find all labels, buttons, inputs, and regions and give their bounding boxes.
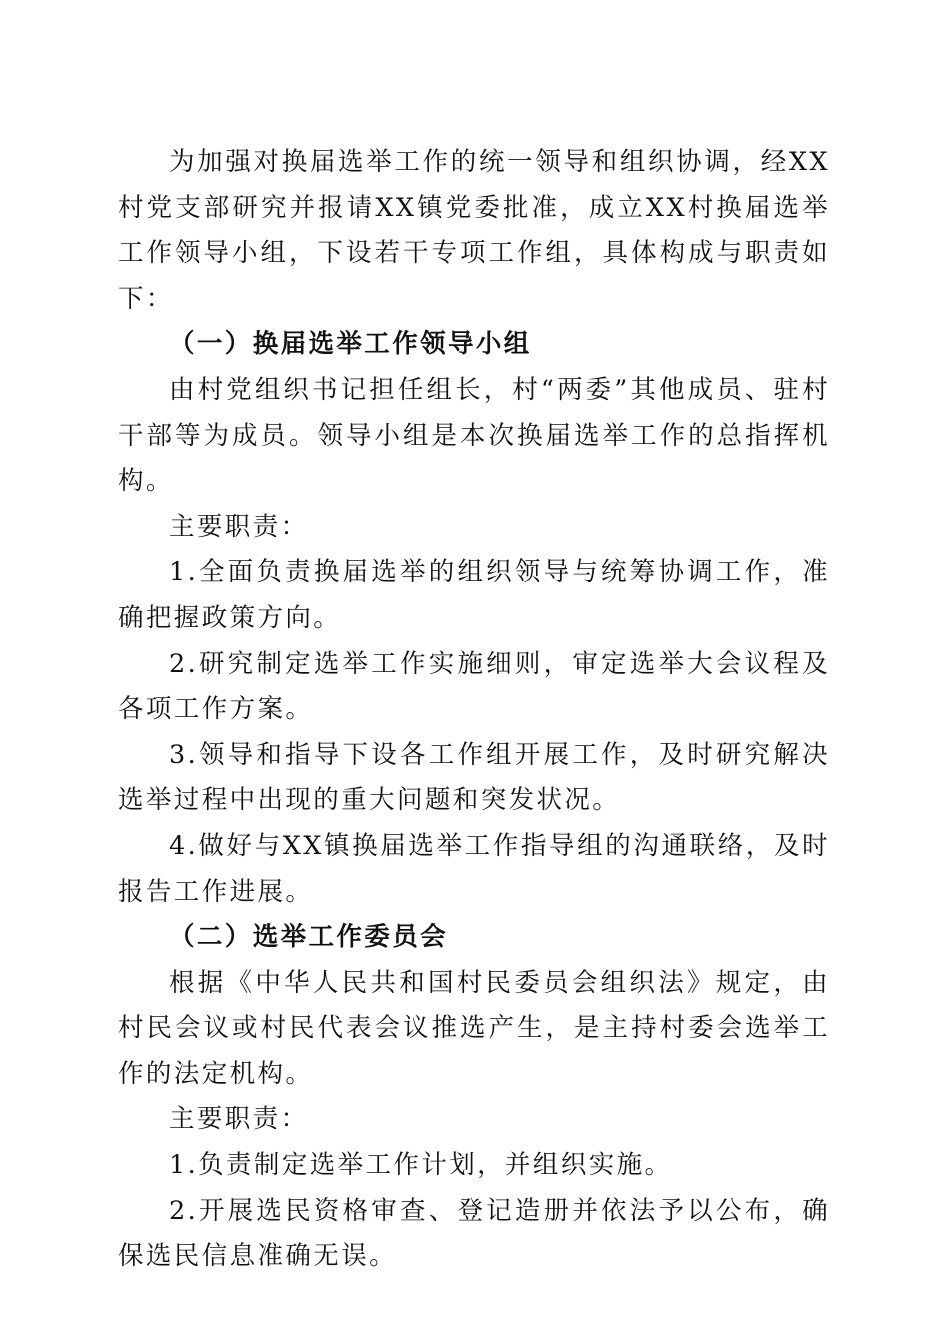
document-page	[118, 140, 830, 1280]
section-2-duties-label: 主要职责：	[169, 1104, 309, 1135]
section-1-duties-label: 主要职责：	[169, 511, 309, 542]
section-1-duty-4: 4.做好与XX镇换届选举工作指导组的沟通联络，及时报告工作进展。	[118, 830, 830, 907]
section-1-heading: （一）换届选举工作领导小组	[169, 329, 532, 360]
section-1-description: 由村党组织书记担任组长，村“两委”其他成员、驻村干部等为成员。领导小组是本次换届选举工作的总指挥机构。	[118, 374, 830, 497]
section-1-duty-2: 2.研究制定选举工作实施细则，审定选举大会议程及各项工作方案。	[118, 648, 830, 725]
section-1-duty-3: 3.领导和指导下设各工作组开展工作，及时研究解决选举过程中出现的重大问题和突发状况。	[118, 739, 830, 816]
section-2-description: 根据《中华人民共和国村民委员会组织法》规定，由村民会议或村民代表会议推选产生，是主持村委会选举工作的法定机构。	[118, 967, 830, 1089]
section-1-duty-1: 1.全面负责换届选举的组织领导与统筹协调工作，准确把握政策方向。	[118, 557, 830, 633]
intro-paragraph: 为加强对换届选举工作的统一领导和组织协调，经XX村党支部研究并报请XX镇党委批准，成立XX村换届选举工作领导小组，下设若干专项工作组，具体构成与职责如下：	[118, 147, 830, 314]
section-2-duty-1: 1.负责制定选举工作计划，并组织实施。	[169, 1150, 673, 1181]
section-2-duty-2: 2.开展选民资格审查、登记造册并依法予以公布，确保选民信息准确无误。	[118, 1195, 830, 1272]
section-2-heading: （二）选举工作委员会	[169, 922, 449, 953]
